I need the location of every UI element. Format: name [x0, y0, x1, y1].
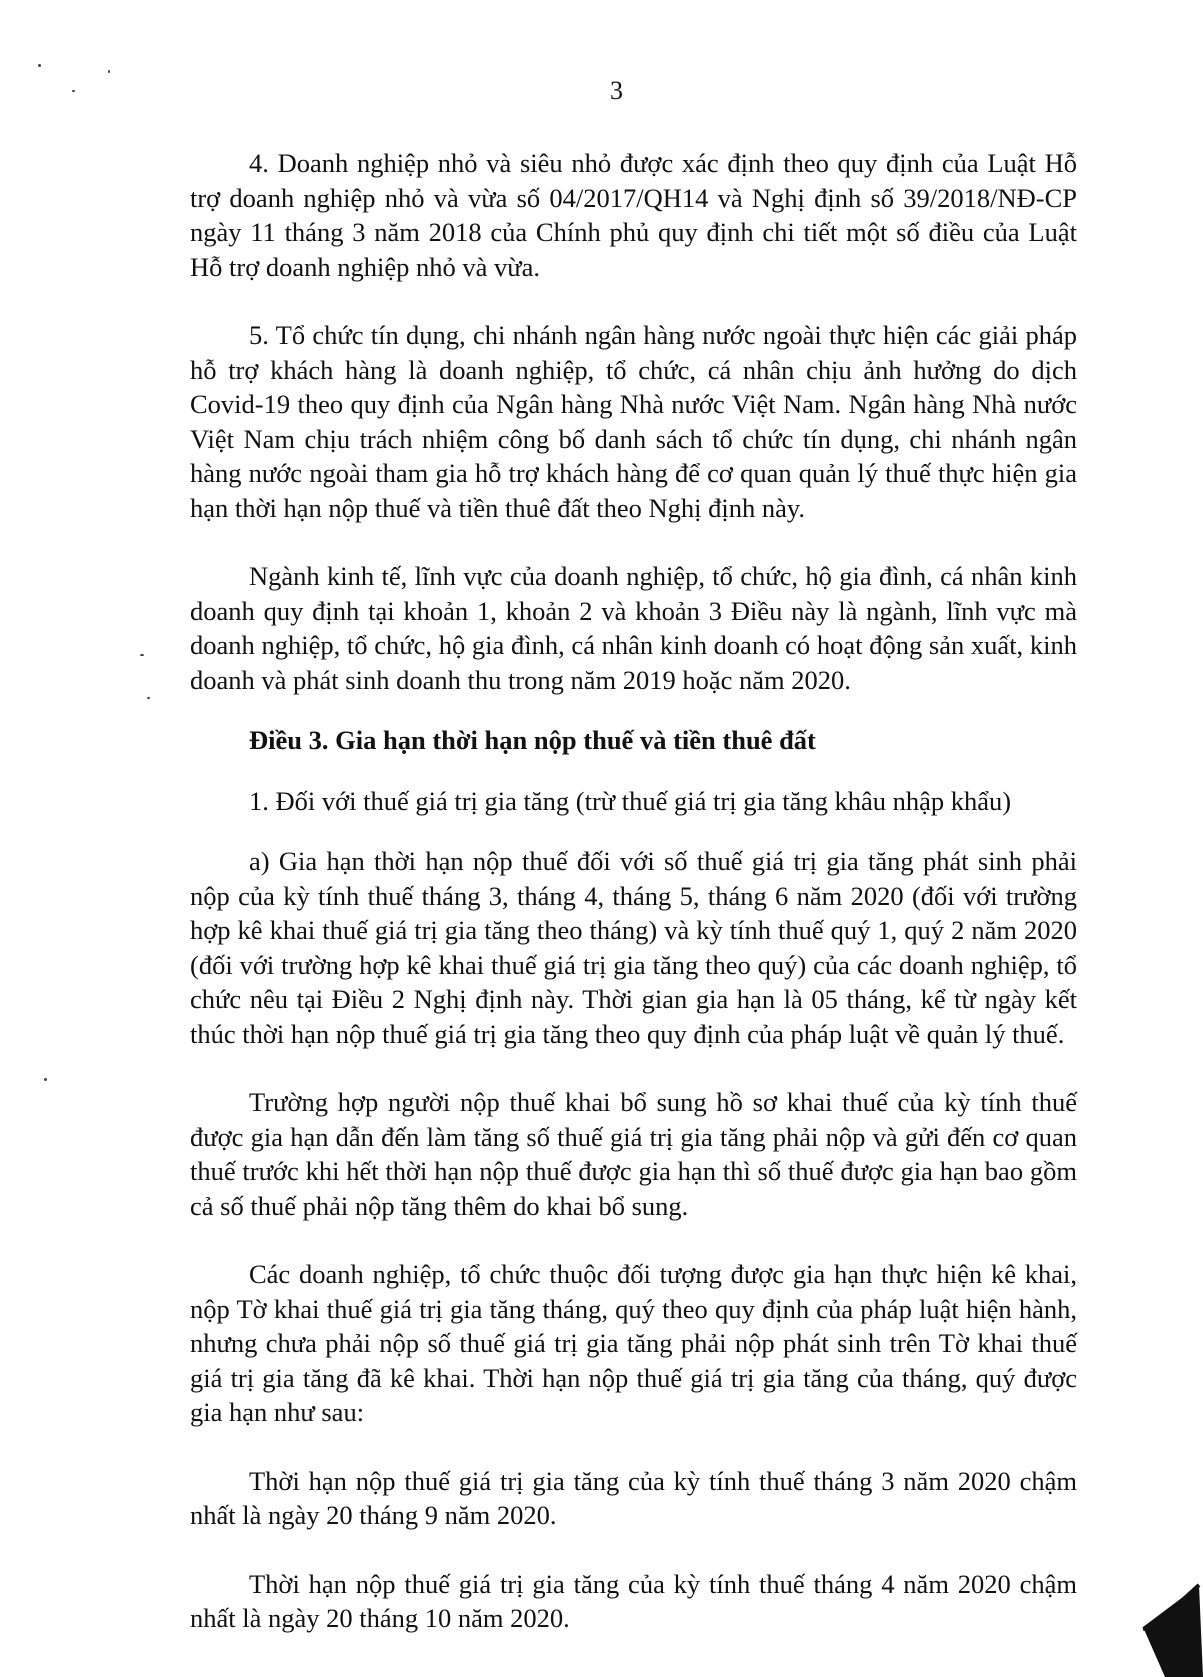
scan-speck	[140, 654, 144, 656]
page-corner-mark	[1113, 1567, 1203, 1677]
paragraph-april-deadline: Thời hạn nộp thuế giá trị gia tăng của kỳ tính thuế tháng 4 năm 2020 chậm nhất là ngày 20 tháng 10 năm 2020.	[190, 1568, 1077, 1633]
paragraph-point-a: a) Gia hạn thời hạn nộp thuế đối với số thuế giá trị gia tăng phát sinh phải nộp của kỳ tính thuế tháng 3, tháng 4, tháng 5, tháng 6 năm 2020 (đối với trường hợp kê khai thuế giá trị gia tăng theo tháng) và kỳ tính thuế quý 1, quý 2 năm 2020 (đối với trường hợp kê khai thuế giá trị gia tăng theo quý) của các doanh nghiệp, tổ chức nêu tại Điều 2 Nghị định này. Thời gian gia hạn là 05 tháng, kể từ ngày kết thúc thời hạn nộp thuế giá trị gia tăng theo quy định của pháp luật về quản lý thuế.	[190, 846, 1077, 1049]
article-heading: Điều 3. Gia hạn thời hạn nộp thuế và tiền thuê đất	[249, 725, 816, 755]
page-number: 3	[610, 76, 623, 105]
scan-speck	[147, 697, 150, 699]
scan-speck	[108, 70, 110, 73]
document-body	[190, 146, 1077, 1670]
paragraph-march-deadline: Thời hạn nộp thuế giá trị gia tăng của kỳ tính thuế tháng 3 năm 2020 chậm nhất là ngày 20 tháng 9 năm 2020.	[190, 1465, 1077, 1530]
paragraph-sectors: Ngành kinh tế, lĩnh vực của doanh nghiệp, tổ chức, hộ gia đình, cá nhân kinh doanh quy định tại khoản 1, khoản 2 và khoản 3 Điều này là ngành, lĩnh vực mà doanh nghiệp, tổ chức, hộ gia đình, cá nhân kinh doanh có hoạt động sản xuất, kinh doanh và phát sinh doanh thu trong năm 2019 hoặc năm 2020.	[190, 561, 1077, 695]
paragraph-clause-4: 4. Doanh nghiệp nhỏ và siêu nhỏ được xác định theo quy định của Luật Hỗ trợ doanh nghiệp nhỏ và vừa số 04/2017/QH14 và Nghị định số 39/2018/NĐ-CP ngày 11 tháng 3 năm 2018 của Chính phủ quy định chi tiết một số điều của Luật Hỗ trợ doanh nghiệp nhỏ và vừa.	[190, 148, 1077, 282]
paragraph-clause-5: 5. Tổ chức tín dụng, chi nhánh ngân hàng nước ngoài thực hiện các giải pháp hỗ trợ khách hàng là doanh nghiệp, tổ chức, cá nhân chịu ảnh hưởng do dịch Covid-19 theo quy định của Ngân hàng Nhà nước Việt Nam. Ngân hàng Nhà nước Việt Nam chịu trách nhiệm công bố danh sách tổ chức tín dụng, chi nhánh ngân hàng nước ngoài tham gia hỗ trợ khách hàng để cơ quan quản lý thuế thực hiện gia hạn thời hạn nộp thuế và tiền thuê đất theo Nghị định này.	[190, 320, 1077, 523]
paragraph-declaration-deadlines: Các doanh nghiệp, tổ chức thuộc đối tượng được gia hạn thực hiện kê khai, nộp Tờ khai thuế giá trị gia tăng tháng, quý theo quy định của pháp luật hiện hành, nhưng chưa phải nộp số thuế giá trị gia tăng phải nộp phát sinh trên Tờ khai thuế giá trị gia tăng đã kê khai. Thời hạn nộp thuế giá trị gia tăng của tháng, quý được gia hạn như sau:	[190, 1259, 1077, 1427]
paragraph-clause-1: 1. Đối với thuế giá trị gia tăng (trừ thuế giá trị gia tăng khâu nhập khẩu)	[249, 785, 1012, 816]
scan-speck	[44, 1078, 47, 1081]
paragraph-supplementary-declaration: Trường hợp người nộp thuế khai bổ sung hồ sơ khai thuế của kỳ tính thuế được gia hạn dẫn đến làm tăng số thuế giá trị gia tăng phải nộp và gửi đến cơ quan thuế trước khi hết thời hạn nộp thuế được gia hạn thì số thuế được gia hạn bao gồm cả số thuế phải nộp tăng thêm do khai bổ sung.	[190, 1087, 1077, 1221]
scan-speck	[38, 64, 41, 67]
